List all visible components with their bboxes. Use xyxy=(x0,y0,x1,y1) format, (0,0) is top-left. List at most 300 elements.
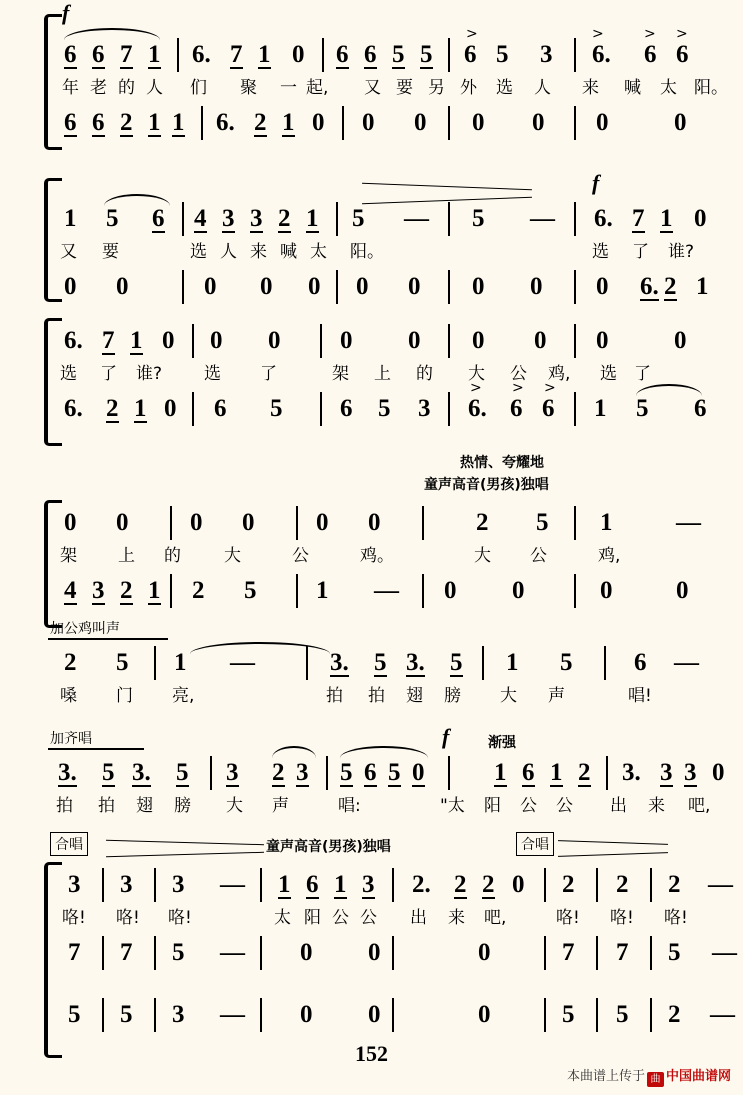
slur xyxy=(272,746,316,758)
lyric: 要 xyxy=(396,78,413,98)
lyric: 选 xyxy=(600,364,617,384)
note: 0 xyxy=(292,41,305,68)
note: 6 xyxy=(364,41,377,68)
note: 3. xyxy=(58,759,77,786)
system-brace xyxy=(44,862,62,1058)
note: 5 xyxy=(116,649,129,676)
note: 5 xyxy=(176,759,189,786)
note: 1 xyxy=(316,577,329,604)
note: 7 xyxy=(120,939,133,966)
underline-rule xyxy=(48,638,168,640)
lyric: 膀 xyxy=(444,686,461,706)
barline xyxy=(574,324,576,358)
note: — xyxy=(404,205,429,232)
note: 3 xyxy=(660,759,673,786)
lyric: 选 xyxy=(592,242,609,262)
note: 1 xyxy=(278,871,291,898)
lyric: 唱! xyxy=(628,686,652,706)
voice-indication: 童声高音(男孩)独唱 xyxy=(424,477,549,493)
note: 5 xyxy=(668,939,681,966)
barline xyxy=(392,936,394,970)
lyric: 鸡。 xyxy=(360,546,394,566)
note: 5 xyxy=(450,649,463,676)
lyric: 了 xyxy=(634,364,651,384)
note: 2 xyxy=(578,759,591,786)
note: 1 xyxy=(594,395,607,422)
barline xyxy=(154,646,156,680)
lyric: 公 xyxy=(360,908,377,928)
note: 5 xyxy=(172,939,185,966)
note: 0 xyxy=(300,939,313,966)
note: 0 xyxy=(340,327,353,354)
note: 0 xyxy=(316,509,329,536)
lyric: 架 xyxy=(332,364,349,384)
note: 0 xyxy=(512,577,525,604)
note: 6 xyxy=(676,41,689,68)
note: 6. xyxy=(216,109,235,136)
note: 0 xyxy=(472,327,485,354)
note: 6 xyxy=(92,109,105,136)
lyric: 阳。 xyxy=(694,78,728,98)
note: 0 xyxy=(512,871,525,898)
lyric: 又 xyxy=(60,242,77,262)
note: 5 xyxy=(392,41,405,68)
lyric: 外 xyxy=(460,78,477,98)
barline xyxy=(448,270,450,304)
lyric: 选 xyxy=(60,364,77,384)
note: 5 xyxy=(420,41,433,68)
lyric: 喊 xyxy=(624,78,641,98)
lyric: 阳。 xyxy=(350,242,384,262)
note: 6 xyxy=(64,109,77,136)
hairpin-line xyxy=(362,183,532,191)
lyric: 公 xyxy=(510,364,527,384)
note: 1 xyxy=(306,205,319,232)
note: 0 xyxy=(64,509,77,536)
barline xyxy=(448,324,450,358)
note: 1 xyxy=(660,205,673,232)
note: 2 xyxy=(668,871,681,898)
note: 0 xyxy=(368,1001,381,1028)
lyric: 大 xyxy=(226,796,243,816)
note: 5 xyxy=(120,1001,133,1028)
note: 2 xyxy=(278,205,291,232)
note: 0 xyxy=(260,273,273,300)
note: 0 xyxy=(534,327,547,354)
note: 2 xyxy=(616,871,629,898)
note: 0 xyxy=(162,327,175,354)
lyric: 声 xyxy=(548,686,565,706)
note: 2 xyxy=(562,871,575,898)
barline xyxy=(604,646,606,680)
note: 0 xyxy=(116,273,129,300)
slur xyxy=(636,384,702,396)
note: 4 xyxy=(64,577,77,604)
lyric: 另 xyxy=(428,78,445,98)
note: 0 xyxy=(694,205,707,232)
hairpin-line xyxy=(558,852,668,857)
note: 0 xyxy=(676,577,689,604)
note: 1 xyxy=(696,273,709,300)
note: 2 xyxy=(664,273,677,300)
note: 3 xyxy=(92,577,105,604)
barline xyxy=(574,574,576,608)
site-brand: 中国曲谱网 xyxy=(665,1069,731,1084)
barline xyxy=(102,936,104,970)
system-6 xyxy=(44,724,725,822)
note: 2 xyxy=(64,649,77,676)
note: — xyxy=(230,649,255,676)
barline xyxy=(448,202,450,236)
note: — xyxy=(374,577,399,604)
note: 0 xyxy=(164,395,177,422)
note: 0 xyxy=(300,1001,313,1028)
note: — xyxy=(530,205,555,232)
lyric: 拍 xyxy=(326,686,343,706)
lyric: 亮, xyxy=(172,686,195,706)
note: 1 xyxy=(64,205,77,232)
hairpin-line xyxy=(558,840,668,845)
expression-mark: 热情、夸耀地 xyxy=(460,455,544,471)
note: 0 xyxy=(312,109,325,136)
lyric: 选 xyxy=(190,242,207,262)
note: 5 xyxy=(472,205,485,232)
note: 5 xyxy=(536,509,549,536)
note: 5 xyxy=(562,1001,575,1028)
accent-mark: > xyxy=(676,26,688,42)
accent-mark: > xyxy=(544,380,556,396)
lyric: 出 xyxy=(410,908,427,928)
barline xyxy=(650,936,652,970)
note: 3 xyxy=(540,41,553,68)
barline xyxy=(448,38,450,72)
system-brace xyxy=(44,178,62,302)
lyric: 选 xyxy=(496,78,513,98)
note: 3 xyxy=(68,871,81,898)
barline xyxy=(320,392,322,426)
site-credit xyxy=(567,1065,731,1087)
dynamic-crescendo-text: 渐强 xyxy=(488,735,516,751)
lyric: 拍 xyxy=(98,796,115,816)
lyric: 咯! xyxy=(664,908,688,928)
lyric: 公 xyxy=(556,796,573,816)
note: 1 xyxy=(258,41,271,68)
note: 6 xyxy=(92,41,105,68)
lyric: 的 xyxy=(164,546,181,566)
note: — xyxy=(708,871,733,898)
voice-indication: 童声高音(男孩)独唱 xyxy=(266,839,391,855)
note: 0 xyxy=(64,273,77,300)
barline xyxy=(596,868,598,902)
barline xyxy=(596,998,598,1032)
note: 3 xyxy=(172,871,185,898)
lyric: 公 xyxy=(292,546,309,566)
lyric: 谁? xyxy=(136,364,163,384)
barline xyxy=(192,392,194,426)
barline xyxy=(342,106,344,140)
lyric: 上 xyxy=(374,364,391,384)
barline xyxy=(574,38,576,72)
note: 0 xyxy=(532,109,545,136)
barline xyxy=(574,106,576,140)
lyric: 太 xyxy=(660,78,677,98)
lyric: 公 xyxy=(520,796,537,816)
barline xyxy=(574,270,576,304)
note: 6 xyxy=(522,759,535,786)
lyric: 太 xyxy=(310,242,327,262)
barline xyxy=(177,38,179,72)
note: 3 xyxy=(226,759,239,786)
lyric: 翅 xyxy=(406,686,423,706)
note: 0 xyxy=(444,577,457,604)
note: 6 xyxy=(542,395,555,422)
note: 0 xyxy=(408,327,421,354)
accent-mark: > xyxy=(592,26,604,42)
lyric: 鸡, xyxy=(598,546,621,566)
lyric: 了 xyxy=(632,242,649,262)
barline xyxy=(201,106,203,140)
note: 6 xyxy=(364,759,377,786)
note: 2 xyxy=(454,871,467,898)
note: 6 xyxy=(340,395,353,422)
note: 0 xyxy=(190,509,203,536)
barline xyxy=(322,38,324,72)
note: 6 xyxy=(152,205,165,232)
barline xyxy=(260,998,262,1032)
barline xyxy=(210,756,212,790)
slur xyxy=(104,194,170,206)
note: — xyxy=(220,1001,245,1028)
note: 2 xyxy=(192,577,205,604)
barline xyxy=(102,998,104,1032)
note: 2 xyxy=(476,509,489,536)
note: 4 xyxy=(194,205,207,232)
accent-mark: > xyxy=(470,380,482,396)
lyric: 声 xyxy=(272,796,289,816)
lyric: 鸡, xyxy=(548,364,571,384)
note: 3 xyxy=(172,1001,185,1028)
note: 0 xyxy=(472,109,485,136)
note: 0 xyxy=(414,109,427,136)
barline xyxy=(448,392,450,426)
note: 6 xyxy=(464,41,477,68)
note: 7 xyxy=(562,939,575,966)
accent-mark: > xyxy=(466,26,478,42)
note: 0 xyxy=(674,109,687,136)
performance-note: 加公鸡叫声 xyxy=(50,621,120,637)
lyric: 大 xyxy=(468,364,485,384)
hairpin-line xyxy=(362,197,532,205)
lyric: 们 xyxy=(190,78,207,98)
barline xyxy=(392,868,394,902)
lyric: 出 xyxy=(610,796,627,816)
barline xyxy=(182,202,184,236)
note: 5 xyxy=(106,205,119,232)
barline xyxy=(544,868,546,902)
lyric: 了 xyxy=(100,364,117,384)
barline xyxy=(448,756,450,790)
lyric: 吧, xyxy=(484,908,507,928)
note: 5 xyxy=(496,41,509,68)
lyric: "太 xyxy=(440,796,465,816)
note: 2. xyxy=(412,871,431,898)
lyric: 拍 xyxy=(368,686,385,706)
barline xyxy=(448,106,450,140)
barline xyxy=(544,998,546,1032)
lyric: 来 xyxy=(648,796,665,816)
note: 2 xyxy=(120,577,133,604)
performance-note: 加齐唱 xyxy=(50,731,92,747)
note: 0 xyxy=(368,509,381,536)
note: 0 xyxy=(204,273,217,300)
lyric: 年 xyxy=(62,78,79,98)
note: 5 xyxy=(636,395,649,422)
note: 6. xyxy=(64,327,83,354)
lyric: 咯! xyxy=(610,908,634,928)
note: 5 xyxy=(102,759,115,786)
lyric: 来 xyxy=(582,78,599,98)
lyric: 要 xyxy=(102,242,119,262)
note: 5 xyxy=(616,1001,629,1028)
note: 7 xyxy=(230,41,243,68)
note: 7 xyxy=(616,939,629,966)
barline xyxy=(182,270,184,304)
lyric: 翅 xyxy=(136,796,153,816)
barline xyxy=(260,936,262,970)
note: 0 xyxy=(362,109,375,136)
note: 5 xyxy=(352,205,365,232)
note: 0 xyxy=(408,273,421,300)
note: 2 xyxy=(120,109,133,136)
barline xyxy=(336,270,338,304)
lyric: 公 xyxy=(332,908,349,928)
lyric: 聚 xyxy=(240,78,257,98)
lyric: 咯! xyxy=(116,908,140,928)
note: 1 xyxy=(174,649,187,676)
lyric: 又 xyxy=(364,78,381,98)
lyric: 一 xyxy=(280,78,297,98)
note: 1 xyxy=(506,649,519,676)
lyric: 起, xyxy=(306,78,329,98)
note: 3 xyxy=(362,871,375,898)
system-4 xyxy=(44,500,703,622)
dynamic-forte: f xyxy=(62,0,70,25)
lyric: 的 xyxy=(118,78,135,98)
barline xyxy=(422,506,424,540)
lyric: 咯! xyxy=(62,908,86,928)
lyric: 了 xyxy=(260,364,277,384)
note: — xyxy=(220,939,245,966)
lyric: 架 xyxy=(60,546,77,566)
lyric: 谁? xyxy=(668,242,695,262)
note: 1 xyxy=(148,577,161,604)
note: 5 xyxy=(388,759,401,786)
barline xyxy=(482,646,484,680)
note: 0 xyxy=(530,273,543,300)
lyric: 公 xyxy=(530,546,547,566)
note: 0 xyxy=(674,327,687,354)
note: 2 xyxy=(668,1001,681,1028)
note: 3. xyxy=(330,649,349,676)
note: 5 xyxy=(560,649,573,676)
lyric: 喊 xyxy=(280,242,297,262)
chorus-label: 合唱 xyxy=(50,832,88,856)
system-5 xyxy=(44,618,703,708)
note: 3. xyxy=(406,649,425,676)
barline xyxy=(296,574,298,608)
lyric: 老 xyxy=(90,78,107,98)
lyric: 阳 xyxy=(304,908,321,928)
note: 3. xyxy=(622,759,641,786)
note: 0 xyxy=(210,327,223,354)
note: 3 xyxy=(684,759,697,786)
note: 0 xyxy=(596,273,609,300)
note: 0 xyxy=(712,759,725,786)
note: 5 xyxy=(340,759,353,786)
lyric: 咯! xyxy=(556,908,580,928)
lyric: 来 xyxy=(250,242,267,262)
system-1 xyxy=(44,0,728,144)
barline xyxy=(102,868,104,902)
note: 6 xyxy=(64,41,77,68)
note: 6 xyxy=(306,871,319,898)
lyric: 大 xyxy=(224,546,241,566)
note: 0 xyxy=(268,327,281,354)
note: 2 xyxy=(106,395,119,422)
note: 6 xyxy=(510,395,523,422)
note: 6 xyxy=(214,395,227,422)
lyric: 阳 xyxy=(484,796,501,816)
note: 1 xyxy=(600,509,613,536)
lyric: 人 xyxy=(146,78,163,98)
barline xyxy=(422,574,424,608)
slur xyxy=(64,28,160,40)
system-2 xyxy=(44,170,709,300)
barline xyxy=(170,574,172,608)
note: 6. xyxy=(192,41,211,68)
page-number: 152 xyxy=(355,1041,388,1066)
system-3 xyxy=(44,318,707,440)
note: 6 xyxy=(634,649,647,676)
note: 6. xyxy=(594,205,613,232)
note: 6. xyxy=(592,41,611,68)
system-7 xyxy=(44,862,737,1052)
barline xyxy=(320,324,322,358)
note: 1 xyxy=(134,395,147,422)
barline xyxy=(154,936,156,970)
note: 0 xyxy=(308,273,321,300)
note: 6. xyxy=(640,273,659,300)
lyric: 门 xyxy=(116,686,133,706)
credit-text: 本曲谱上传于 xyxy=(566,1069,645,1084)
note: 1 xyxy=(550,759,563,786)
barline xyxy=(574,392,576,426)
note: 3. xyxy=(132,759,151,786)
note: 0 xyxy=(368,939,381,966)
note: — xyxy=(220,871,245,898)
barline xyxy=(260,868,262,902)
lyric: 人 xyxy=(220,242,237,262)
note: 3 xyxy=(250,205,263,232)
note: 0 xyxy=(596,327,609,354)
note: 1 xyxy=(334,871,347,898)
note: 1 xyxy=(148,41,161,68)
note: 3 xyxy=(120,871,133,898)
note: 1 xyxy=(282,109,295,136)
lyric: 膀 xyxy=(174,796,191,816)
note: 5 xyxy=(374,649,387,676)
dynamic-forte: f xyxy=(442,724,450,749)
